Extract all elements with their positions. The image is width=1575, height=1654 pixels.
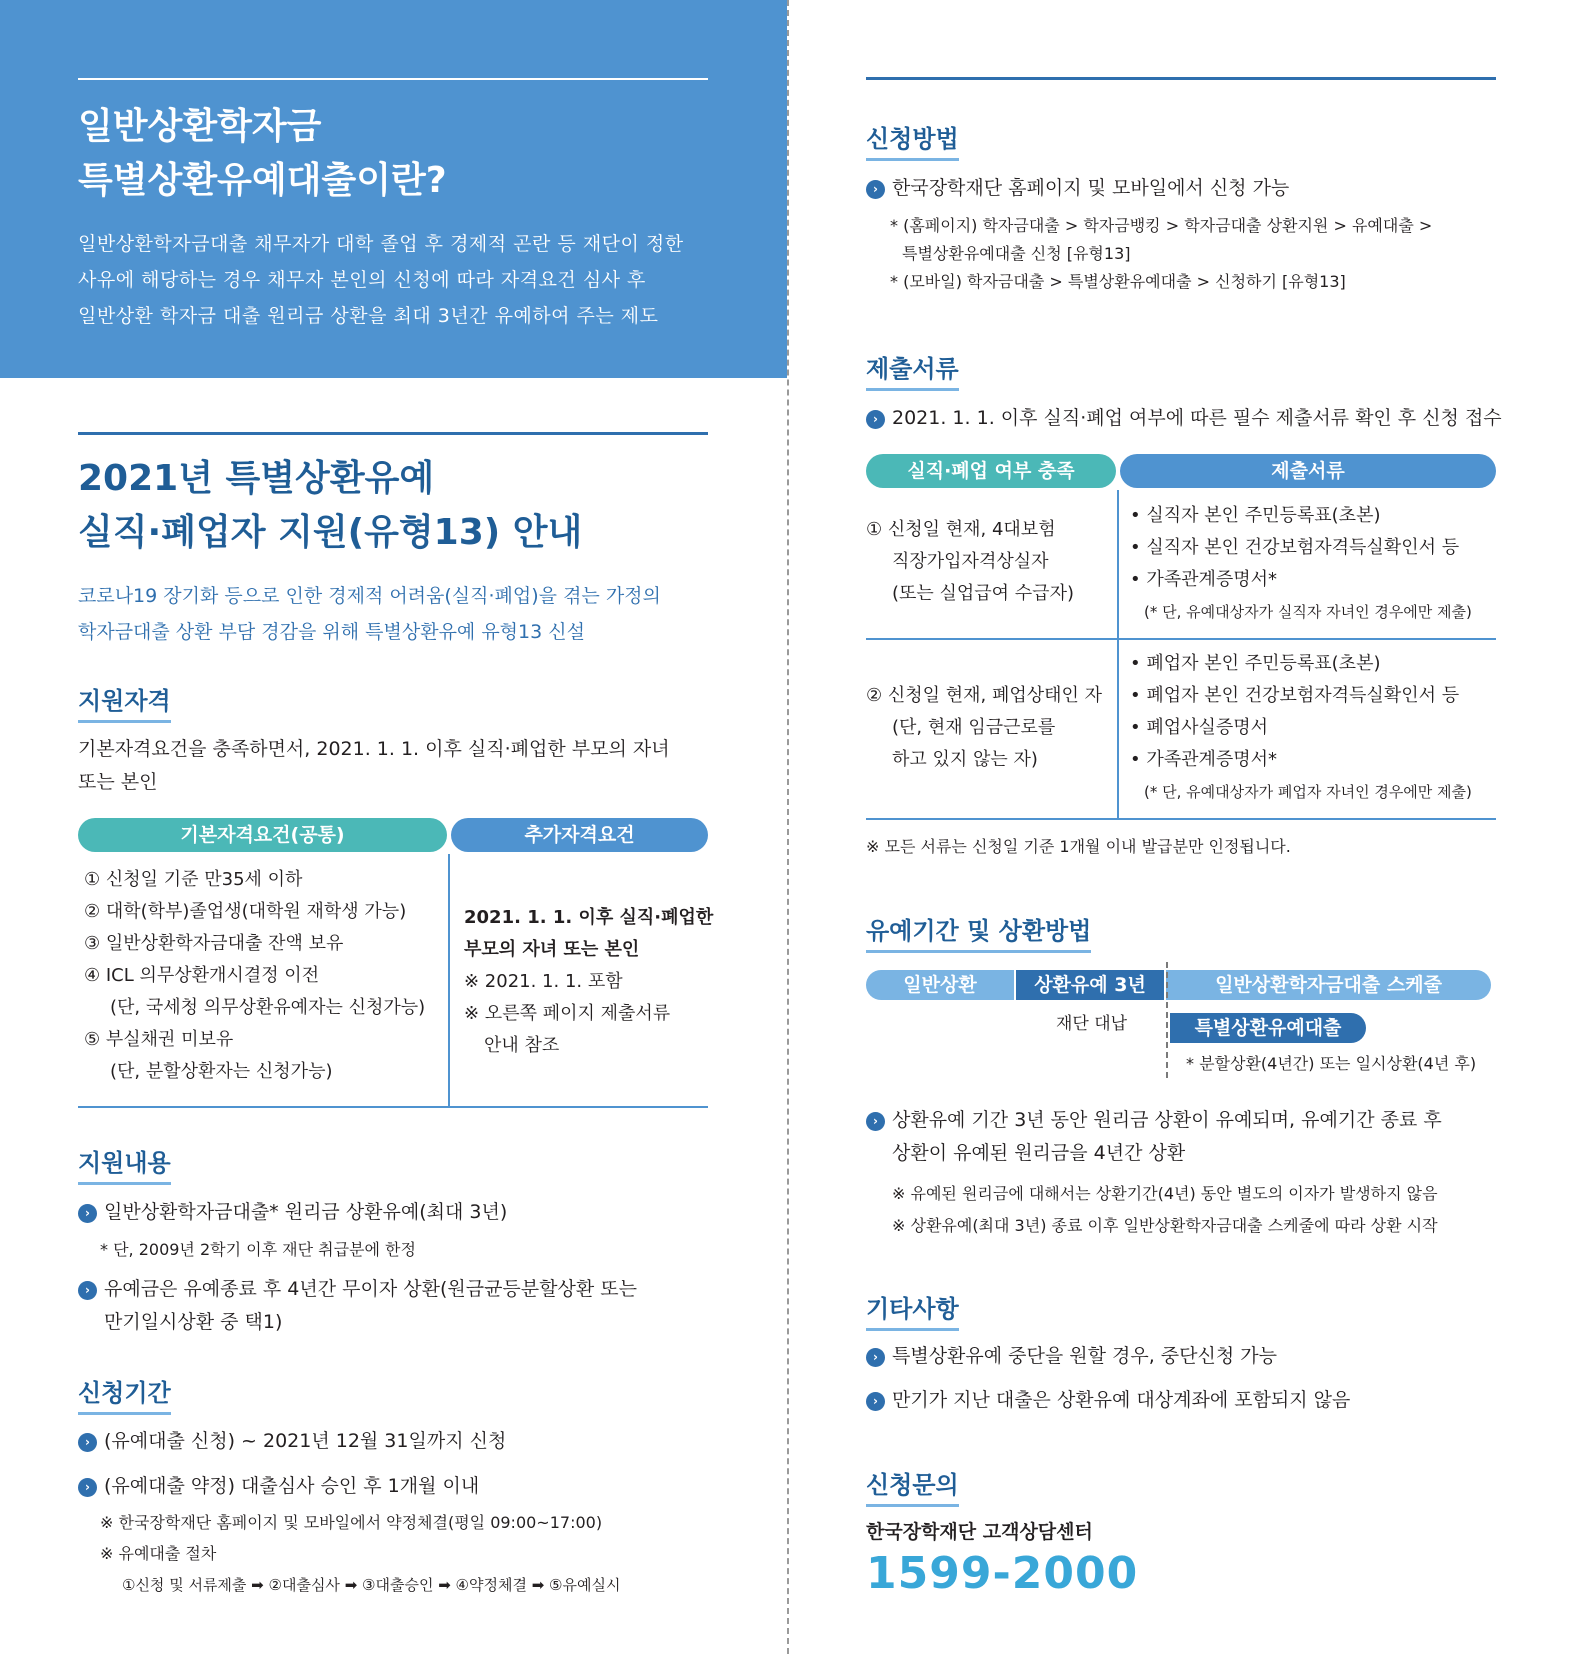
documents-header-right: 제출서류 — [1120, 454, 1496, 488]
deferral-note-1: ※ 유예된 원리금에 대해서는 상환기간(4년) 동안 별도의 이자가 발생하지 않음 — [892, 1184, 1438, 1203]
list-item: ① 신청일 기준 만35세 이하 — [84, 869, 303, 890]
basic-requirements-list — [84, 864, 425, 1088]
documents-footnote: ※ 모든 서류는 신청일 기준 1개월 이내 발급분만 인정됩니다. — [866, 837, 1291, 856]
chevron-circle-right-icon: › — [866, 1392, 885, 1411]
timeline-sub-note: * 분할상환(4년간) 또는 일시상환(4년 후) — [1186, 1054, 1477, 1073]
chevron-circle-right-icon: › — [78, 1281, 97, 1300]
timeline-sub-left: 재단 대납 — [1056, 1014, 1128, 1034]
documents-row2-right: • 폐업자 본인 주민등록표(초본) • 폐업자 본인 건강보험자격득실확인서 등 • 폐업사실증명서 • 가족관계증명서* (* 단, 유예대상자가 폐업자 자녀인 경우에만 제출) — [1130, 653, 1472, 801]
timeline-general: 일반상환 — [866, 970, 1014, 1000]
chevron-circle-right-icon: › — [78, 1433, 97, 1452]
period-note-3: ①신청 및 서류제출 ➡ ②대출심사 ➡ ③대출승인 ➡ ④약정체결 ➡ ⑤유예실시 — [122, 1576, 621, 1594]
guide-title: 2021년 특별상환유예 실직·폐업자 지원(유형13) 안내 — [78, 458, 583, 553]
chevron-circle-right-icon: › — [866, 1112, 885, 1131]
documents-row1-right: • 실직자 본인 주민등록표(초본) • 실직자 본인 건강보험자격득실확인서 등 • 가족관계증명서* (* 단, 유예대상자가 실직자 자녀인 경우에만 제출) — [1130, 505, 1472, 621]
method-title: 신청방법 — [866, 122, 959, 161]
timeline-sub-right: 특별상환유예대출 — [1170, 1013, 1366, 1043]
chevron-circle-right-icon: › — [866, 410, 885, 429]
list-item: ⑤ 부실채권 미보유 — [84, 1029, 234, 1050]
documents-column-divider — [1117, 490, 1119, 820]
requirements-table-bottom — [78, 1106, 708, 1108]
list-item: ③ 일반상환학자금대출 잔액 보유 — [84, 933, 344, 954]
chevron-circle-right-icon: › — [78, 1478, 97, 1497]
basic-requirements-header: 기본자격요건(공통) — [78, 818, 447, 852]
period-note-2: ※ 유예대출 절차 — [100, 1544, 217, 1563]
documents-table-bottom — [866, 818, 1496, 820]
support-item-1: › 일반상환학자금대출* 원리금 상환유예(최대 3년) — [78, 1196, 507, 1229]
timeline-schedule: 일반상환학자금대출 스케줄 — [1166, 970, 1491, 1000]
period-item-2: › (유예대출 약정) 대출심사 승인 후 1개월 이내 — [78, 1470, 479, 1503]
other-item-2: › 만기가 지난 대출은 상환유예 대상계좌에 포함되지 않음 — [866, 1384, 1350, 1417]
deferral-item-1: › 상환유예 기간 3년 동안 원리금 상환이 유예되며, 유예기간 종료 후 상환이 유예된 원리금을 4년간 상환 — [866, 1104, 1442, 1170]
period-title: 신청기간 — [78, 1376, 171, 1415]
documents-row2-left: ② 신청일 현재, 폐업상태인 자 (단, 현재 임금근로를 하고 있지 않는 자) — [866, 685, 1103, 770]
chevron-circle-right-icon: › — [866, 1348, 885, 1367]
method-item-1: › 한국장학재단 홈페이지 및 모바일에서 신청 가능 — [866, 172, 1289, 205]
guide-rule — [78, 432, 708, 435]
hero-description: 일반상환학자금대출 채무자가 대학 졸업 후 경제적 곤란 등 재단이 정한 사유에 해당하는 경우 채무자 본인의 신청에 따라 자격요건 심사 후 일반상환 학자금 대출 원리금 상환을 최대 3년간 유예하여 주는 제도 — [78, 233, 684, 327]
eligibility-title: 지원자격 — [78, 684, 171, 723]
eligibility-desc: 기본자격요건을 충족하면서, 2021. 1. 1. 이후 실직·폐업한 부모의 자녀 또는 본인 — [78, 738, 670, 793]
documents-row1-left: ① 신청일 현재, 4대보험 직장가입자격상실자 (또는 실업급여 수급자) — [866, 519, 1074, 604]
documents-title: 제출서류 — [866, 352, 959, 391]
method-note-1: * (홈페이지) 학자금대출 > 학자금뱅킹 > 학자금대출 상환지원 > 유예대출 > 특별상환유예대출 신청 [유형13] * (모바일) 학자금대출 > 특별상환유예대출 > 신청하기 [유형13] — [890, 216, 1433, 291]
list-item: ④ ICL 의무상환개시결정 이전 — [84, 965, 320, 986]
list-item: ② 대학(학부)졸업생(대학원 재학생 가능) — [84, 901, 407, 922]
documents-item-1: › 2021. 1. 1. 이후 실직·폐업 여부에 따른 필수 제출서류 확인 후 신청 접수 — [866, 402, 1502, 435]
period-note-1: ※ 한국장학재단 홈페이지 및 모바일에서 약정체결(평일 09:00~17:00) — [100, 1513, 603, 1532]
chevron-circle-right-icon: › — [866, 180, 885, 199]
guide-lead: 코로나19 장기화 등으로 인한 경제적 어려움(실직·폐업)을 겪는 가정의 학자금대출 상환 부담 경감을 위해 특별상환유예 유형13 신설 — [78, 585, 661, 643]
inquiry-title: 신청문의 — [866, 1468, 959, 1507]
support-title: 지원내용 — [78, 1146, 171, 1185]
documents-header-left: 실직·폐업 여부 충족 — [866, 454, 1116, 488]
hero-rule — [78, 78, 708, 80]
other-title: 기타사항 — [866, 1292, 959, 1331]
inquiry-phone: 1599-2000 — [866, 1548, 1139, 1599]
deferral-title: 유예기간 및 상환방법 — [866, 914, 1091, 953]
inquiry-center: 한국장학재단 고객상담센터 — [866, 1521, 1093, 1543]
support-item-1-note: * 단, 2009년 2학기 이후 재단 취급분에 한정 — [100, 1240, 416, 1259]
list-item: (단, 국세청 의무상환유예자는 신청가능) — [110, 997, 426, 1018]
requirements-column-divider — [448, 854, 450, 1108]
hero-title: 일반상환학자금 특별상환유예대출이란? — [78, 106, 447, 201]
deferral-note-2: ※ 상환유예(최대 3년) 종료 이후 일반상환학자금대출 스케줄에 따라 상환 시작 — [892, 1216, 1438, 1235]
documents-row-divider — [866, 638, 1496, 640]
hero-banner — [0, 0, 787, 378]
chevron-circle-right-icon: › — [78, 1204, 97, 1223]
page-fold-divider — [787, 0, 789, 1654]
timeline-deferral: 상환유예 3년 — [1016, 970, 1164, 1000]
list-item: (단, 분할상환자는 신청가능) — [110, 1061, 333, 1082]
extra-requirements-content: 2021. 1. 1. 이후 실직·폐업한 부모의 자녀 또는 본인 ※ 2021. 1. 1. 포함 ※ 오른쪽 페이지 제출서류 안내 참조 — [464, 907, 714, 1056]
right-column-rule — [866, 77, 1496, 80]
period-item-1: › (유예대출 신청) ~ 2021년 12월 31일까지 신청 — [78, 1425, 506, 1458]
support-item-2: › 유예금은 유예종료 후 4년간 무이자 상환(원금균등분할상환 또는 만기일시상환 중 택1) — [78, 1273, 637, 1339]
extra-requirements-header: 추가자격요건 — [451, 818, 708, 852]
timeline-marker — [1166, 962, 1168, 1078]
other-item-1: › 특별상환유예 중단을 원할 경우, 중단신청 가능 — [866, 1340, 1277, 1373]
